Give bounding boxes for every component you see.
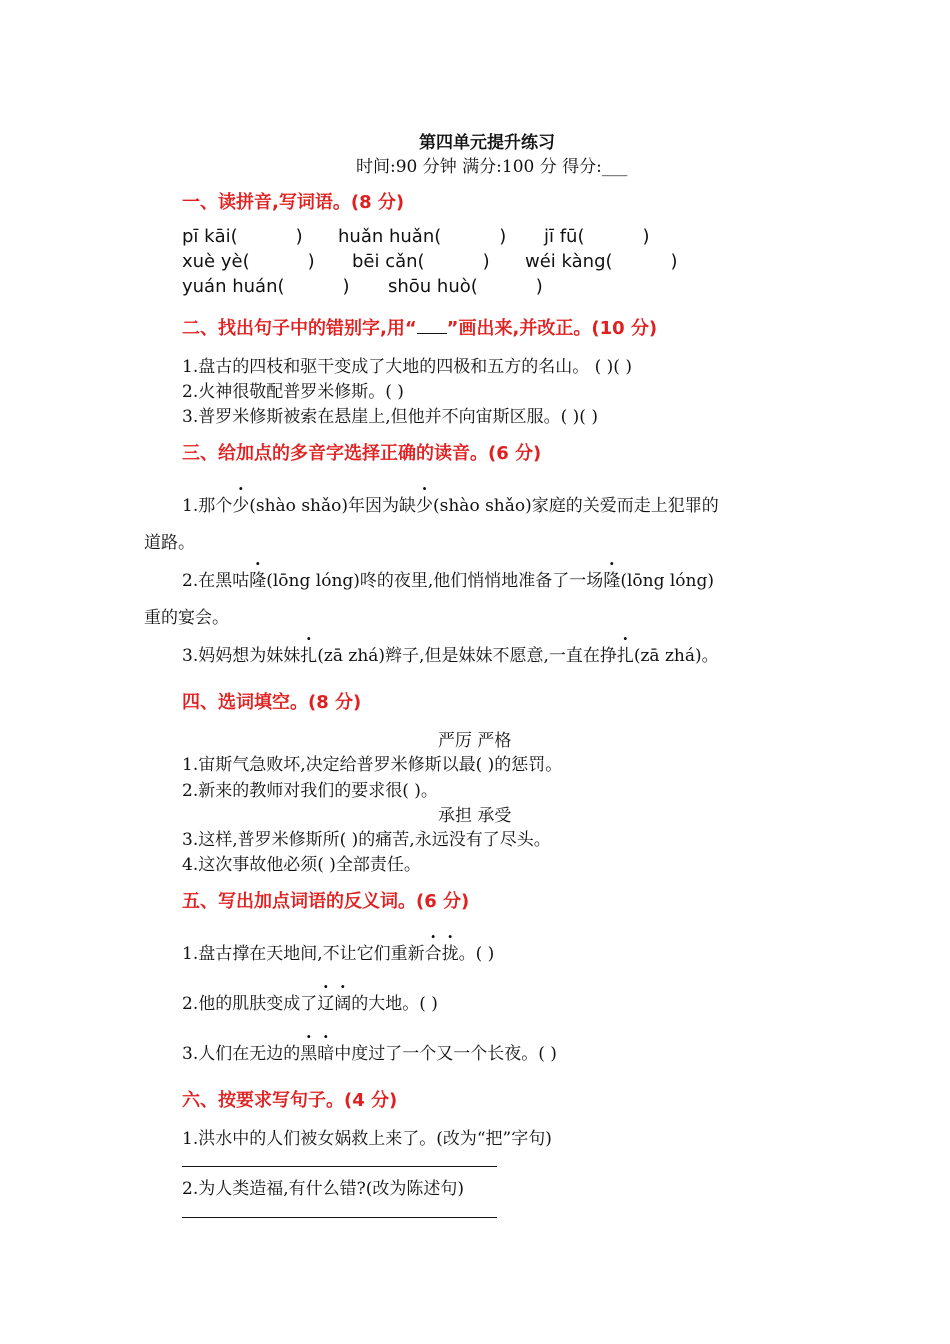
question-6-2: 2.为人类造福,有什么错?(改为陈述句) [182, 1179, 465, 1199]
answer-line-1[interactable] [182, 1166, 497, 1167]
question-2-1[interactable]: 1.盘古的四枝和驱干变成了大地的四极和五方的名山。 ( )( ) [182, 357, 632, 377]
section-6-heading: 六、按要求写句子。(4 分) [182, 1090, 398, 1111]
section-1-heading: 一、读拼音,写词语。(8 分) [182, 192, 405, 213]
word-choices-1: 严厉 严格 [438, 731, 512, 751]
section-5-heading: 五、写出加点词语的反义词。(6 分) [182, 891, 470, 912]
emphasis-char: 合 [424, 944, 442, 964]
pinyin-item[interactable]: jī fū( ) [544, 226, 650, 247]
question-5-3[interactable]: 3.人们在无边的黑暗中度过了一个又一个长夜。( ) [182, 1039, 557, 1064]
section-4-heading: 四、选词填空。(8 分) [182, 692, 362, 713]
pinyin-item[interactable]: bēi cǎn( ) [352, 251, 490, 272]
emphasis-char: 阔 [334, 994, 352, 1014]
emphasis-char: 暗 [317, 1044, 335, 1064]
question-3-1-cont: 道路。 [144, 533, 195, 553]
answer-line-2[interactable] [182, 1217, 497, 1218]
question-5-2[interactable]: 2.他的肌肤变成了辽阔的大地。( ) [182, 989, 438, 1014]
section-2-heading: 二、找出句子中的错别字,用“ ”画出来,并改正。(10 分) [182, 318, 658, 339]
question-5-1[interactable]: 1.盘古撑在天地间,不让它们重新合拢。( ) [182, 939, 494, 964]
exam-meta [356, 152, 627, 177]
question-4-4[interactable]: 4.这次事故他必须( )全部责任。 [182, 855, 421, 875]
exam-meta-text: 时间:90 分钟 满分:100 分 得分: [356, 157, 602, 177]
question-3-1[interactable]: 1.那个少(shào shǎo)年因为缺少(shào shǎo)家庭的关爱而走上犯罪的 [182, 496, 719, 516]
question-4-2[interactable]: 2.新来的教师对我们的要求很( )。 [182, 781, 438, 801]
word-choices-2: 承担 承受 [438, 806, 512, 826]
question-2-2[interactable]: 2.火神很敬配普罗米修斯。( ) [182, 382, 404, 402]
pinyin-item[interactable]: pī kāi( ) [182, 226, 303, 247]
underline-mark [417, 332, 447, 334]
emphasis-char: 辽 [317, 994, 335, 1014]
question-3-2[interactable]: 2.在黑咕隆(lōng lóng)咚的夜里,他们悄悄地准备了一场隆(lōng lóng) [182, 571, 714, 591]
pinyin-item[interactable]: shōu huò( ) [388, 276, 543, 297]
question-3-2-cont: 重的宴会。 [144, 608, 229, 628]
pinyin-item[interactable]: xuè yè( ) [182, 251, 315, 272]
question-4-3[interactable]: 3.这样,普罗米修斯所( )的痛苦,永远没有了尽头。 [182, 830, 551, 850]
pinyin-item[interactable]: huǎn huǎn( ) [338, 226, 507, 247]
pinyin-item[interactable]: wéi kàng( ) [525, 251, 678, 272]
question-2-3[interactable]: 3.普罗米修斯被索在悬崖上,但他并不向宙斯区服。( )( ) [182, 407, 598, 427]
page-title: 第四单元提升练习 [419, 133, 555, 153]
pinyin-item[interactable]: yuán huán( ) [182, 276, 350, 297]
emphasis-char: 黑 [300, 1044, 318, 1064]
emphasis-char: 拢 [441, 944, 459, 964]
section-3-heading: 三、给加点的多音字选择正确的读音。(6 分) [182, 443, 542, 464]
question-4-1[interactable]: 1.宙斯气急败坏,决定给普罗米修斯以最( )的惩罚。 [182, 755, 563, 775]
question-6-1: 1.洪水中的人们被女娲救上来了。(改为“把”字句) [182, 1129, 552, 1149]
question-3-3[interactable]: 3.妈妈想为妹妹扎(zā zhá)辫子,但是妹妹不愿意,一直在挣扎(zā zhá)。 [182, 646, 719, 666]
score-blank[interactable]: ___ [601, 157, 628, 177]
